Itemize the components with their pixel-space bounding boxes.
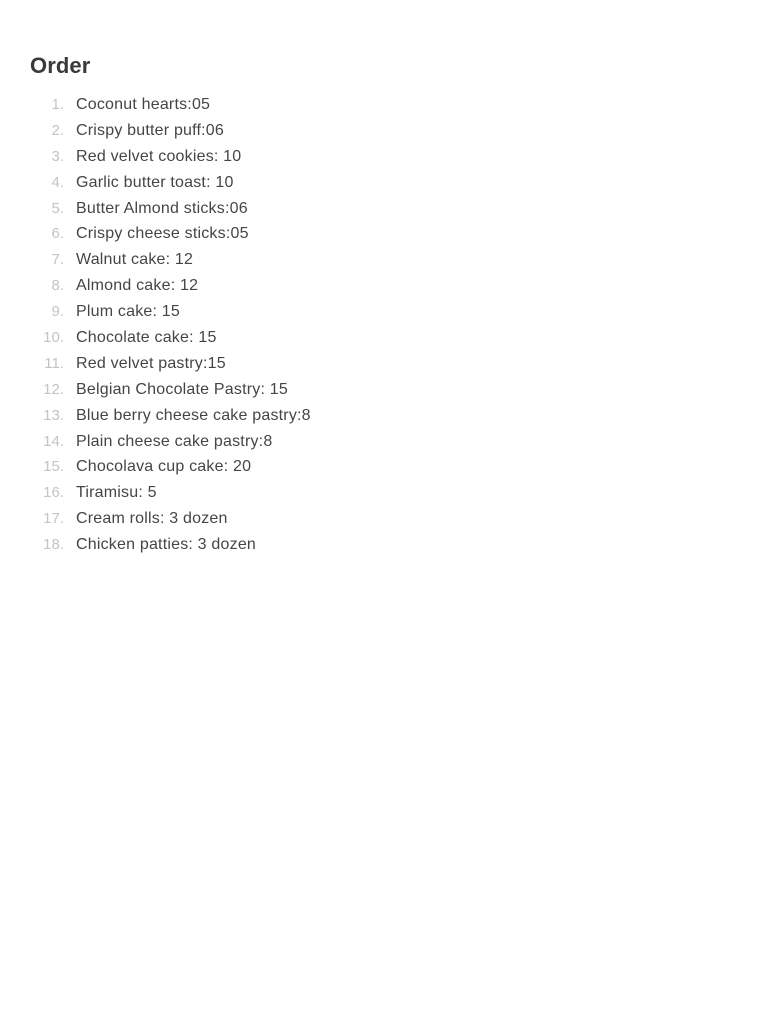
- item-number: 14.: [43, 432, 64, 450]
- list-item[interactable]: [30, 118, 768, 144]
- list-item[interactable]: [30, 429, 768, 455]
- item-text[interactable]: Belgian Chocolate Pastry: 15: [76, 380, 288, 398]
- item-number: 7.: [51, 251, 64, 269]
- item-number: 18.: [43, 536, 64, 554]
- list-item[interactable]: [30, 92, 768, 118]
- item-number: 17.: [43, 510, 64, 528]
- list-item[interactable]: [30, 506, 768, 532]
- list-item[interactable]: [30, 221, 768, 247]
- item-number: 15.: [43, 458, 64, 476]
- item-number: 8.: [51, 277, 64, 295]
- list-item[interactable]: [30, 351, 768, 377]
- item-number: 12.: [43, 380, 64, 398]
- list-item[interactable]: [30, 377, 768, 403]
- item-text[interactable]: Chicken patties: 3 dozen: [76, 536, 257, 554]
- item-text[interactable]: Chocolate cake: 15: [76, 329, 217, 347]
- item-text[interactable]: Crispy butter puff:06: [76, 121, 224, 139]
- item-number: 3.: [51, 147, 64, 165]
- list-item[interactable]: [30, 454, 768, 480]
- item-text[interactable]: Walnut cake: 12: [76, 251, 194, 269]
- list-item[interactable]: [30, 273, 768, 299]
- note-title[interactable]: Order: [30, 53, 91, 78]
- item-text[interactable]: Garlic butter toast: 10: [76, 173, 234, 191]
- list-item[interactable]: [30, 196, 768, 222]
- order-list: [30, 92, 768, 558]
- item-text[interactable]: Red velvet pastry:15: [76, 354, 226, 372]
- item-number: 11.: [44, 354, 64, 372]
- item-number: 10.: [43, 329, 64, 347]
- item-text[interactable]: Blue berry cheese cake pastry:8: [76, 406, 311, 424]
- item-number: 6.: [51, 225, 64, 243]
- list-item[interactable]: [30, 144, 768, 170]
- item-text[interactable]: Plain cheese cake pastry:8: [76, 432, 273, 450]
- list-item[interactable]: [30, 299, 768, 325]
- item-number: 2.: [51, 121, 64, 139]
- list-item[interactable]: [30, 480, 768, 506]
- item-text[interactable]: Crispy cheese sticks:05: [76, 225, 249, 243]
- list-item[interactable]: [30, 325, 768, 351]
- item-text[interactable]: Tiramisu: 5: [76, 484, 157, 502]
- item-text[interactable]: Plum cake: 15: [76, 303, 180, 321]
- item-number: 9.: [51, 303, 64, 321]
- item-text[interactable]: Red velvet cookies: 10: [76, 147, 242, 165]
- list-item[interactable]: [30, 247, 768, 273]
- list-item[interactable]: [30, 403, 768, 429]
- item-number: 1.: [51, 96, 64, 113]
- item-number: 5.: [51, 199, 64, 217]
- item-number: 16.: [43, 484, 64, 502]
- item-text[interactable]: Almond cake: 12: [76, 277, 199, 295]
- item-text[interactable]: Chocolava cup cake: 20: [76, 458, 252, 476]
- item-text[interactable]: Butter Almond sticks:06: [76, 199, 248, 217]
- item-number: 4.: [51, 173, 64, 191]
- item-text[interactable]: Cream rolls: 3 dozen: [76, 510, 228, 528]
- list-item[interactable]: [30, 532, 768, 558]
- list-item[interactable]: [30, 170, 768, 196]
- item-text[interactable]: Coconut hearts:05: [76, 96, 211, 113]
- item-number: 13.: [43, 406, 64, 424]
